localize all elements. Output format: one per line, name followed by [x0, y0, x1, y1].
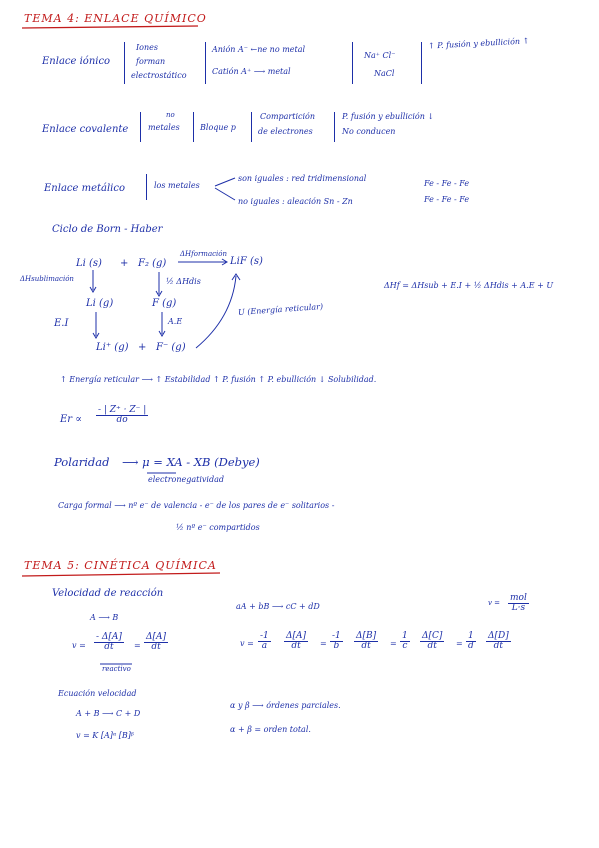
brace: [193, 112, 194, 142]
v-eq2-d4-den: dt: [493, 641, 504, 652]
orders-partial: α y β ⟶ órdenes parciales.: [230, 701, 341, 710]
v-eq2-eq2: =: [390, 639, 397, 648]
born-f2: F₂ (g): [138, 258, 167, 269]
v-eq2-c3-num: 1: [402, 631, 408, 641]
metalico-metales: los metales: [154, 181, 200, 190]
born-f-g: F (g): [152, 298, 177, 309]
v-eq1-frac2: [144, 633, 168, 653]
er-lhs: Er ∝: [60, 414, 83, 425]
covalente-prop1: P. fusión y ebullición ↓: [342, 112, 435, 121]
born-li-plus: Li⁺ (g): [96, 342, 129, 353]
velocidad-title: Velocidad de reacción: [52, 588, 164, 599]
v-eq2-d4-num: Δ[D]: [488, 631, 509, 641]
ionico-line1: Iones: [136, 43, 158, 52]
metalico-lattice-row2: Fe - Fe - Fe: [424, 195, 470, 204]
brace: [124, 42, 125, 84]
ionico-cation: Catión A⁺ ⟶ metal: [212, 67, 291, 76]
v-eq2-c2-num: -1: [332, 631, 341, 641]
er-numerator: - | Z⁺ · Z⁻ |: [98, 405, 147, 415]
ionico-label: Enlace iónico: [42, 56, 111, 67]
ionico-line3: electrostático: [131, 71, 187, 80]
v-eq1-equals: =: [134, 641, 141, 650]
v-eq2-d1-num: Δ[A]: [286, 631, 307, 641]
v-eq2-d2-den: dt: [361, 641, 371, 652]
v-eq1-reactivo: reactivo: [102, 665, 131, 673]
ionico-anion: Anión A⁻ ←ne no metal: [212, 45, 306, 54]
reaction-a-b: A ⟶ B: [90, 613, 119, 622]
tema5-title: TEMA 5: CINÉTICA QUÍMICA: [24, 559, 217, 572]
er-fraction: [96, 406, 148, 426]
born-li-g: Li (g): [86, 298, 114, 309]
rate-law: v = K [A]ᵅ [B]ᵝ: [76, 731, 134, 740]
born-li-s: Li (s): [76, 258, 102, 269]
ionico-properties: ↑ P. fusión y ebullición ↑: [427, 36, 530, 51]
v-eq2-d3: [420, 632, 444, 652]
ionico-line2: forman: [136, 57, 166, 66]
ionico-example-ions: Na⁺ Cl⁻: [364, 51, 396, 60]
units-fraction: [508, 594, 529, 614]
v-eq2-d2: [354, 632, 378, 652]
covalente-prop2: No conducen: [342, 127, 396, 136]
v-eq2-d3-den: dt: [427, 641, 437, 652]
born-u: U (Energía reticular): [237, 302, 324, 317]
brace: [251, 112, 252, 142]
v-eq2-d1-den: dt: [291, 641, 301, 652]
v-eq2-d1: [284, 632, 308, 652]
metalico-label: Enlace metálico: [44, 183, 125, 194]
reaction-general: aA + bB ⟶ cC + dD: [236, 602, 320, 611]
v-eq2-c4-num: 1: [468, 631, 474, 641]
born-lif: LiF (s): [230, 256, 263, 267]
covalente-comparticion: Compartición: [260, 112, 316, 121]
v-eq2-v: v =: [240, 639, 254, 648]
v-eq2-d2-num: Δ[B]: [356, 631, 377, 641]
v-eq2-c1-den: a: [261, 641, 268, 652]
born-f-minus: F⁻ (g): [156, 342, 186, 353]
born-equation: ΔHf = ΔHsub + E.I + ½ ΔHdis + A.E + U: [384, 281, 554, 290]
v-eq2-c3-den: c: [402, 641, 408, 652]
metalico-lattice-row1: Fe - Fe - Fe: [424, 179, 470, 188]
reaction-a-plus-b: A + B ⟶ C + D: [76, 709, 141, 718]
ecuacion-velocidad: Ecuación velocidad: [58, 689, 137, 698]
tema4-title: TEMA 4: ENLACE QUÍMICO: [24, 12, 207, 25]
v-eq2-c2-den: b: [333, 641, 340, 652]
v-eq2-eq3: =: [456, 639, 463, 648]
covalente-bloque: Bloque p: [200, 123, 236, 132]
brace: [352, 42, 353, 84]
v-eq2-d3-num: Δ[C]: [422, 631, 443, 641]
covalente-metales: metales: [148, 123, 180, 132]
polaridad-label: Polaridad: [54, 455, 110, 469]
units-v: v =: [488, 599, 501, 607]
v-eq2-c1: [258, 632, 271, 652]
born-dh-sublimacion: ΔHsublimación: [20, 275, 74, 283]
v-eq2-c4-den: d: [468, 641, 474, 652]
brace: [205, 42, 206, 84]
metalico-iguales: son iguales : red tridimensional: [238, 174, 367, 183]
v-eq2-c2: [330, 632, 343, 652]
born-dh-formacion: ΔHformación: [180, 250, 228, 258]
born-haber-title: Ciclo de Born - Haber: [52, 224, 163, 235]
v-eq1-f2-num: Δ[A]: [146, 632, 167, 642]
v-eq2-c3: [400, 632, 410, 652]
brace: [146, 174, 147, 200]
brace: [421, 42, 422, 84]
born-ei: E.I: [54, 318, 69, 329]
covalente-label: Enlace covalente: [42, 124, 129, 135]
ionico-example-salt: NaCl: [374, 69, 395, 78]
reticular-trends: ↑ Energía reticular ⟶ ↑ Estabilidad ↑ P. fusión ↑ P. ebullición ↓ Solubilidad.: [60, 375, 377, 384]
polaridad-formula: ⟶ μ = XA - XB (Debye): [122, 455, 260, 469]
metalico-no-iguales: no iguales : aleación Sn - Zn: [238, 197, 353, 206]
units-num: mol: [510, 593, 527, 603]
v-eq2-d4: [486, 632, 511, 652]
v-eq1-f1-num: - Δ[A]: [96, 632, 122, 642]
polaridad-sub: electronegatividad: [148, 475, 225, 484]
covalente-no: no: [166, 111, 175, 119]
v-eq1-f1-den: dt: [104, 642, 114, 653]
v-eq2-c4: [466, 632, 476, 652]
v-eq1-frac1: [94, 633, 124, 653]
carga-formal-line2: ½ nº e⁻ compartidos: [176, 523, 260, 532]
born-plus-2: +: [138, 342, 147, 353]
born-half-dh-dis: ½ ΔHdis: [166, 277, 201, 286]
v-eq1-v: v =: [72, 641, 86, 650]
v-eq1-f2-den: dt: [151, 642, 161, 653]
units-den: L·s: [511, 603, 526, 614]
covalente-electrones: de electrones: [258, 127, 313, 136]
brace: [140, 112, 141, 142]
v-eq2-eq1: =: [320, 639, 327, 648]
order-total: α + β = orden total.: [230, 725, 311, 734]
carga-formal-line1: Carga formal ⟶ nº e⁻ de valencia - e⁻ de los pares de e⁻ solitarios -: [58, 501, 335, 510]
brace: [334, 112, 335, 142]
born-plus: +: [120, 258, 129, 269]
born-ae: A.E: [168, 317, 183, 326]
er-denominator: do: [116, 415, 128, 426]
v-eq2-c1-num: -1: [260, 631, 269, 641]
